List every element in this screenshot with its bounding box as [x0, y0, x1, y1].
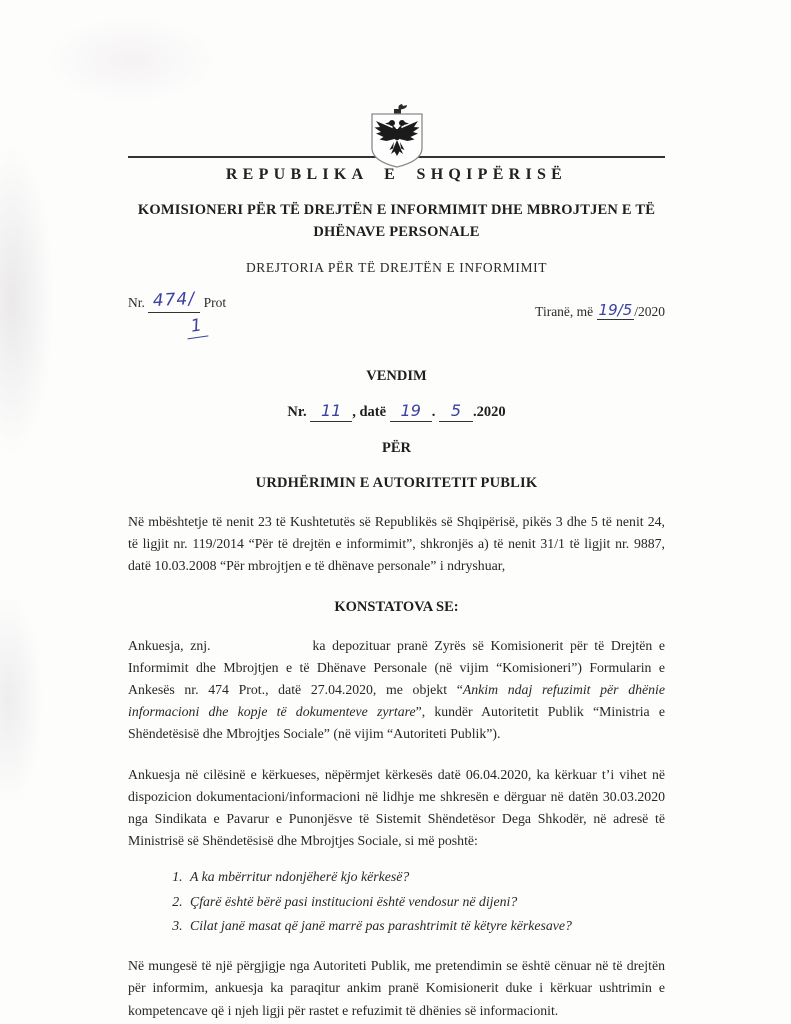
decision-nr-label: Nr. — [287, 403, 307, 420]
complaint-text-end: ”, kundër Autoritetit Publik “Ministria e Shëndetësisë dhe Mbrojtjes Sociale” (në vijim “Autoriteti Publik”). — [128, 703, 665, 741]
handwritten-protocol-suffix: 1 — [185, 314, 209, 339]
decision-month-blank — [439, 401, 473, 422]
handwritten-protocol-number: 474/ — [152, 288, 196, 311]
decision-date-label: , datë — [352, 403, 387, 420]
decision-number-line — [128, 401, 665, 422]
protocol-nr-label: Nr. — [128, 294, 145, 310]
question-item-1: 1. A ka mbërritur ndonjëherë kjo kërkesë? — [186, 866, 665, 887]
decision-title: VENDIM — [366, 367, 427, 384]
institution-name — [128, 200, 665, 244]
decision-subject: URDHËRIMIN E AUTORITETIT PUBLIK — [255, 474, 538, 491]
protocol-number — [128, 288, 227, 344]
handwritten-date: 19/5 — [598, 300, 633, 319]
masthead — [128, 0, 665, 188]
handwritten-decision-day: 19 — [400, 400, 421, 420]
institution-name-line2: DHËNAVE PERSONALE — [313, 223, 480, 240]
decision-year: .2020 — [472, 403, 506, 420]
albanian-eagle-emblem-icon — [369, 104, 425, 168]
request-questions-list — [128, 866, 665, 936]
closing-paragraph: Në mungesë të një përgjigje nga Autoriteti Publik, me pretendimin se është cënuar në të drejtën për informim, ankuesja ka paraqitur ankim pranë Komisionerit duke i kërkuar ushtrimin e kompetencave që i njeh ligji për rastet e refuzimit të dhënies së informacionit. — [128, 958, 665, 1018]
complaint-intro: Ankuesja, znj. — [128, 637, 211, 653]
complaint-text: ka depozituar pranë Zyrës së Komisionerit për të Drejtën e Informimit dhe Mbrojtjen e të Dhënave Personale (në vijim “Komisioneri”) Formularin e Ankesës nr. 474 Prot., datë 27.04.2020, me objekt “ — [128, 637, 666, 697]
complaint-paragraph — [128, 635, 665, 745]
decision-number-blank — [310, 401, 352, 422]
konstatova-heading: KONSTATOVA SE: — [334, 598, 459, 615]
directorate-name: DREJTORIA PËR TË DREJTËN E INFORMIMIT — [245, 259, 548, 275]
handwritten-decision-month: 5 — [450, 400, 462, 420]
legal-basis-paragraph: Në mbështetje të nenit 23 të Kushtetutës së Republikës së Shqipërisë, pikës 3 dhe 5 të nenit 24, të ligjit nr. 119/2014 “Për të drejtën e informimit”, shkronjës a) të nenit 31/1 të ligjit nr. 9887, datë 10.03.2008 “Për mbrojtjen e të dhënave personale” i ndryshuar, — [128, 513, 665, 573]
per-heading: PËR — [382, 439, 411, 456]
place-date-prefix: Tiranë, më — [535, 303, 597, 319]
place-and-date — [535, 302, 665, 321]
decision-dot: . — [431, 403, 436, 420]
protocol-number-blank — [148, 288, 200, 313]
institution-name-line1: KOMISIONERI PËR TË DREJTËN E INFORMIMIT DHE MBROJTJEN E TË — [137, 202, 656, 218]
question-item-2: 2. Çfarë është bërë pasi institucioni është vendosur në dijeni? — [186, 891, 665, 912]
printed-year: /2020 — [634, 303, 665, 319]
handwritten-decision-number: 11 — [321, 400, 342, 420]
republic-title: REPUBLIKA E SHQIPËRISË — [225, 166, 568, 183]
request-paragraph: Ankuesja në cilësinë e kërkueses, nëpërmjet kërkesës datë 06.04.2020, ka kërkuar t’i vihet në dispozicion dokumentacioni/informacioni në lidhje me shkresën e dërguar në datën 30.03.2020 nga Sindikata e Pavarur e Punonjësve të Sistemit Shëndetësor Dega Shkodër, në adresë të Ministrisë së Shëndetësisë dhe Mbrojtjes Sociale, si më poshtë: — [128, 767, 665, 849]
protocol-prot-label: Prot — [203, 294, 227, 310]
question-item-3: 3. Cilat janë masat që janë marrë pas parashtrimit të këtyre kërkesave? — [186, 915, 665, 936]
complaint-object-quote: Ankim ndaj refuzimit për dhënie informacioni dhe kopje të dokumenteve zyrtare — [128, 681, 665, 719]
decision-day-blank — [390, 401, 432, 422]
protocol-row — [128, 288, 665, 344]
